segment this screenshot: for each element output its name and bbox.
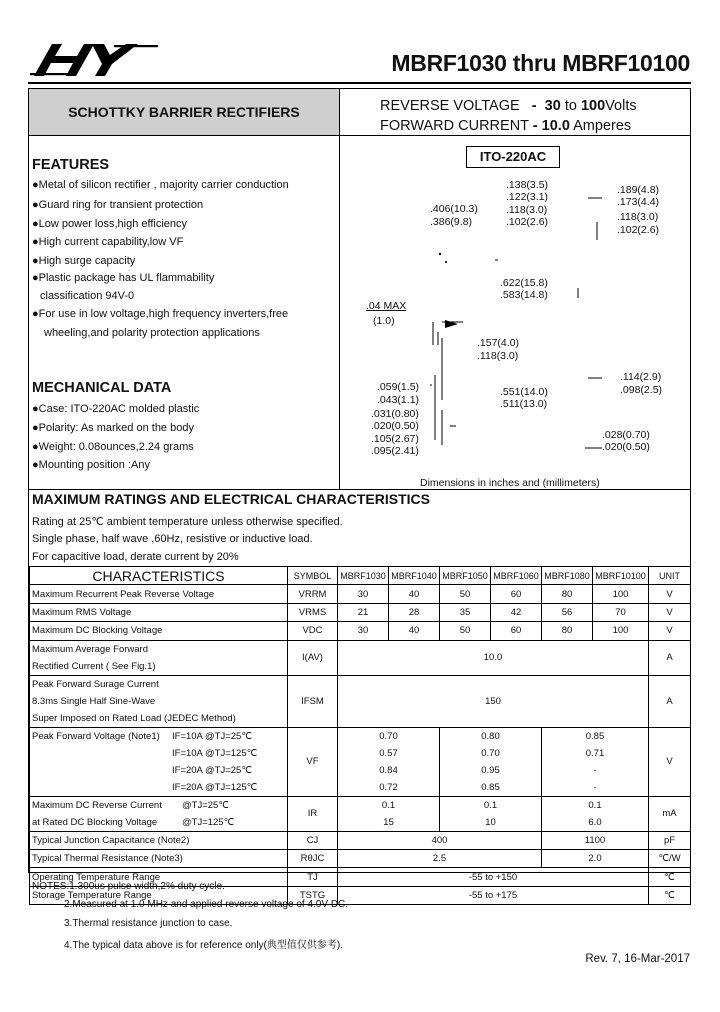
features-heading: FEATURES bbox=[32, 157, 110, 173]
section-title: SCHOTTKY BARRIER RECTIFIERS bbox=[29, 89, 340, 136]
cell: 40 bbox=[389, 585, 440, 603]
col-header: MBRF1040 bbox=[389, 567, 440, 585]
col-header: UNIT bbox=[649, 567, 691, 585]
mechanical-heading: MECHANICAL DATA bbox=[32, 380, 172, 396]
row-unit: V bbox=[649, 585, 691, 603]
document-title: MBRF1030 thru MBRF10100 bbox=[391, 50, 690, 76]
rating-note: Single phase, half wave ,60Hz, resistive or inductive load. bbox=[32, 533, 313, 545]
dim-label: .406(10.3) bbox=[430, 203, 478, 215]
dimensions-note: Dimensions in inches and (millimeters) bbox=[420, 477, 600, 489]
cell: 28 bbox=[389, 603, 440, 621]
footnote: NOTES:1.300us pulse width,2% duty cycle. bbox=[32, 881, 225, 892]
cell: 42 bbox=[491, 603, 542, 621]
forward-current-unit: Amperes bbox=[573, 118, 632, 134]
cell: 80 bbox=[542, 585, 593, 603]
table-row bbox=[30, 675, 691, 727]
cell: 100 bbox=[593, 585, 649, 603]
row-symbol: VF bbox=[288, 727, 338, 796]
feature-item: classification 94V-0 bbox=[40, 290, 135, 302]
row-unit: V bbox=[649, 622, 691, 640]
col-header: MBRF10100 bbox=[593, 567, 649, 585]
dim-label: .098(2.5) bbox=[620, 384, 663, 396]
forward-current-value: 10.0 bbox=[541, 118, 570, 134]
divider bbox=[340, 135, 690, 136]
row-symbol: CJ bbox=[288, 831, 338, 849]
cell-group: 0.1 15 bbox=[338, 796, 440, 831]
dim-label: .583(14.8) bbox=[500, 289, 548, 301]
dim-label: .059(1.5) bbox=[377, 381, 420, 393]
dim-label: .122(3.1) bbox=[506, 191, 549, 203]
divider bbox=[29, 489, 690, 490]
table-row bbox=[30, 603, 691, 621]
row-unit: A bbox=[649, 675, 691, 727]
row-label: Maximum Average Forward Rectified Current ( See Fig.1) bbox=[30, 640, 288, 675]
feature-item: ●Guard ring for transient protection bbox=[32, 199, 204, 211]
package-name: ITO-220AC bbox=[466, 146, 560, 168]
table-row bbox=[30, 849, 691, 867]
dim-label: .118(3.0) bbox=[617, 211, 659, 223]
row-label: Storage Temperature Range bbox=[30, 886, 288, 904]
dim-label: .028(0.70) bbox=[602, 429, 650, 441]
row-label: Maximum Recurrent Peak Reverse Voltage bbox=[30, 585, 288, 603]
cell: 100 bbox=[593, 622, 649, 640]
max-ratings-heading: MAXIMUM RATINGS AND ELECTRICAL CHARACTERISTICS bbox=[32, 491, 430, 507]
row-label: Maximum DC Reverse Current at Rated DC Blocking Voltage @TJ=25℃ @TJ=125℃ bbox=[30, 796, 288, 831]
row-unit: ℃/W bbox=[649, 849, 691, 867]
cell-group: 0.80 0.70 0.95 0.85 bbox=[440, 727, 542, 796]
reverse-voltage-unit: Volts bbox=[605, 98, 637, 114]
row-symbol: IFSM bbox=[288, 675, 338, 727]
row-label: Operating Temperature Range bbox=[30, 868, 288, 886]
table-row bbox=[30, 831, 691, 849]
reverse-dash: - bbox=[531, 98, 537, 114]
row-unit: V bbox=[649, 603, 691, 621]
cell: 35 bbox=[440, 603, 491, 621]
header-rule bbox=[28, 82, 691, 84]
cell-group: 0.1 10 bbox=[440, 796, 542, 831]
dim-label: .173(4.4) bbox=[617, 196, 660, 208]
company-logo bbox=[28, 40, 160, 80]
mechanical-item: ●Mounting position :Any bbox=[32, 459, 150, 471]
cell-group: 0.1 6.0 bbox=[542, 796, 649, 831]
dim-label: .118(3.0) bbox=[477, 350, 519, 362]
row-unit: pF bbox=[649, 831, 691, 849]
forward-current-label: FORWARD CURRENT bbox=[380, 118, 529, 134]
feature-item: wheeling,and polarity protection applications bbox=[44, 327, 260, 339]
revision-label: Rev. 7, 16-Mar-2017 bbox=[585, 953, 690, 965]
row-unit: A bbox=[649, 640, 691, 675]
col-header: CHARACTERISTICS bbox=[30, 567, 288, 585]
row-unit: ℃ bbox=[649, 886, 691, 904]
dim-label: .511(13.0) bbox=[500, 398, 548, 410]
feature-item: ●High surge capacity bbox=[32, 255, 136, 267]
row-symbol: I(AV) bbox=[288, 640, 338, 675]
dim-label: .551(14.0) bbox=[500, 386, 548, 398]
dim-label: .114(2.9) bbox=[620, 371, 662, 383]
col-header: MBRF1080 bbox=[542, 567, 593, 585]
feature-item: ●Plastic package has UL flammability bbox=[32, 272, 215, 284]
dim-label: .095(2.41) bbox=[371, 445, 419, 457]
table-row bbox=[30, 727, 691, 796]
table-row bbox=[30, 796, 691, 831]
feature-item: ●High current capability,low VF bbox=[32, 236, 184, 248]
col-header: MBRF1030 bbox=[338, 567, 389, 585]
row-unit: V bbox=[649, 727, 691, 796]
reverse-voltage-max: 100 bbox=[580, 98, 606, 114]
row-label: Peak Forward Surage Current 8.3ms Single Half Sine-Wave Super Imposed on Rated Load (JEDEC Method) bbox=[30, 675, 288, 727]
row-symbol: RθJC bbox=[288, 849, 338, 867]
dim-label: .622(15.8) bbox=[500, 277, 548, 289]
dim-label: .04 MAX bbox=[366, 300, 407, 312]
row-symbol: TSTG bbox=[288, 886, 338, 904]
dim-label: .138(3.5) bbox=[506, 179, 549, 191]
row-unit: ℃ bbox=[649, 868, 691, 886]
cell: -55 to +175 bbox=[338, 886, 649, 904]
row-symbol: VRRM bbox=[288, 585, 338, 603]
dim-label: .020(0.50) bbox=[602, 441, 650, 453]
cell: 60 bbox=[491, 622, 542, 640]
row-symbol: VDC bbox=[288, 622, 338, 640]
dim-label: .386(9.8) bbox=[430, 216, 473, 228]
rating-note: Rating at 25℃ ambient temperature unless otherwise specified. bbox=[32, 516, 343, 528]
forward-dash: - bbox=[532, 118, 538, 134]
reverse-to: to bbox=[564, 98, 577, 114]
table-header-row bbox=[30, 567, 691, 585]
cell: 1100 bbox=[542, 831, 649, 849]
feature-item: ●Low power loss,high efficiency bbox=[32, 218, 188, 230]
row-label: Maximum DC Blocking Voltage bbox=[30, 622, 288, 640]
reverse-voltage-line bbox=[380, 98, 637, 114]
dim-label: .105(2.67) bbox=[371, 433, 419, 445]
cell: 56 bbox=[542, 603, 593, 621]
cell: 50 bbox=[440, 585, 491, 603]
mechanical-item: ●Weight: 0.08ounces,2.24 grams bbox=[32, 441, 194, 453]
cell: 2.5 bbox=[338, 849, 542, 867]
row-symbol: VRMS bbox=[288, 603, 338, 621]
cell: 40 bbox=[389, 622, 440, 640]
dim-label: .102(2.6) bbox=[617, 224, 660, 236]
col-header: MBRF1050 bbox=[440, 567, 491, 585]
row-symbol: TJ bbox=[288, 868, 338, 886]
cell: 150 bbox=[338, 675, 649, 727]
cell: 70 bbox=[593, 603, 649, 621]
row-unit: mA bbox=[649, 796, 691, 831]
cell: 21 bbox=[338, 603, 389, 621]
col-header: MBRF1060 bbox=[491, 567, 542, 585]
row-label: Typical Junction Capacitance (Note2) bbox=[30, 831, 288, 849]
dim-label: .189(4.8) bbox=[617, 184, 660, 196]
mechanical-item: ●Case: ITO-220AC molded plastic bbox=[32, 403, 200, 415]
cell: 400 bbox=[338, 831, 542, 849]
feature-item: ●For use in low voltage,high frequency inverters,free bbox=[32, 308, 289, 320]
row-label: Peak Forward Voltage (Note1) IF=10A @TJ=25℃ IF=10A @TJ=125℃ IF=20A @TJ=25℃ IF=20A @TJ=125℃ bbox=[30, 727, 288, 796]
dim-label: .031(0.80) bbox=[371, 408, 419, 420]
cell-group: 0.85 0.71 - - bbox=[542, 727, 649, 796]
reverse-voltage-min: 30 bbox=[544, 98, 561, 114]
cell: 30 bbox=[338, 585, 389, 603]
cell: 50 bbox=[440, 622, 491, 640]
row-label: Maximum RMS Voltage bbox=[30, 603, 288, 621]
cell: 80 bbox=[542, 622, 593, 640]
dim-label: .157(4.0) bbox=[477, 337, 520, 349]
table-row bbox=[30, 640, 691, 675]
dim-label: .043(1.1) bbox=[377, 394, 420, 406]
footnote: 3.Thermal resistance junction to case. bbox=[64, 918, 233, 929]
dim-label: .102(2.6) bbox=[506, 216, 549, 228]
dim-label: .020(0.50) bbox=[371, 420, 419, 432]
col-header: SYMBOL bbox=[288, 567, 338, 585]
feature-item: ●Metal of silicon rectifier , majority carrier conduction bbox=[32, 179, 289, 191]
cell: 60 bbox=[491, 585, 542, 603]
mechanical-item: ●Polarity: As marked on the body bbox=[32, 422, 194, 434]
footnote: 2.Measured at 1.0 MHz and applied reverse voltage of 4.0V DC. bbox=[64, 899, 349, 910]
characteristics-table bbox=[29, 566, 691, 905]
row-label: Typical Thermal Resistance (Note3) bbox=[30, 849, 288, 867]
cell: 2.0 bbox=[542, 849, 649, 867]
row-symbol: IR bbox=[288, 796, 338, 831]
footnote: 4.The typical data above is for reference only(典型值仅供参考). bbox=[64, 940, 343, 951]
cell: 30 bbox=[338, 622, 389, 640]
rating-note: For capacitive load, derate current by 20% bbox=[32, 551, 239, 563]
cell: -55 to +150 bbox=[338, 868, 649, 886]
cell: 10.0 bbox=[338, 640, 649, 675]
forward-current-line bbox=[380, 118, 631, 134]
dim-label: (1.0) bbox=[373, 315, 395, 327]
table-row bbox=[30, 622, 691, 640]
reverse-voltage-label: REVERSE VOLTAGE bbox=[380, 98, 520, 114]
cell-group: 0.70 0.57 0.84 0.72 bbox=[338, 727, 440, 796]
table-row bbox=[30, 585, 691, 603]
dim-label: .118(3.0) bbox=[506, 204, 548, 216]
